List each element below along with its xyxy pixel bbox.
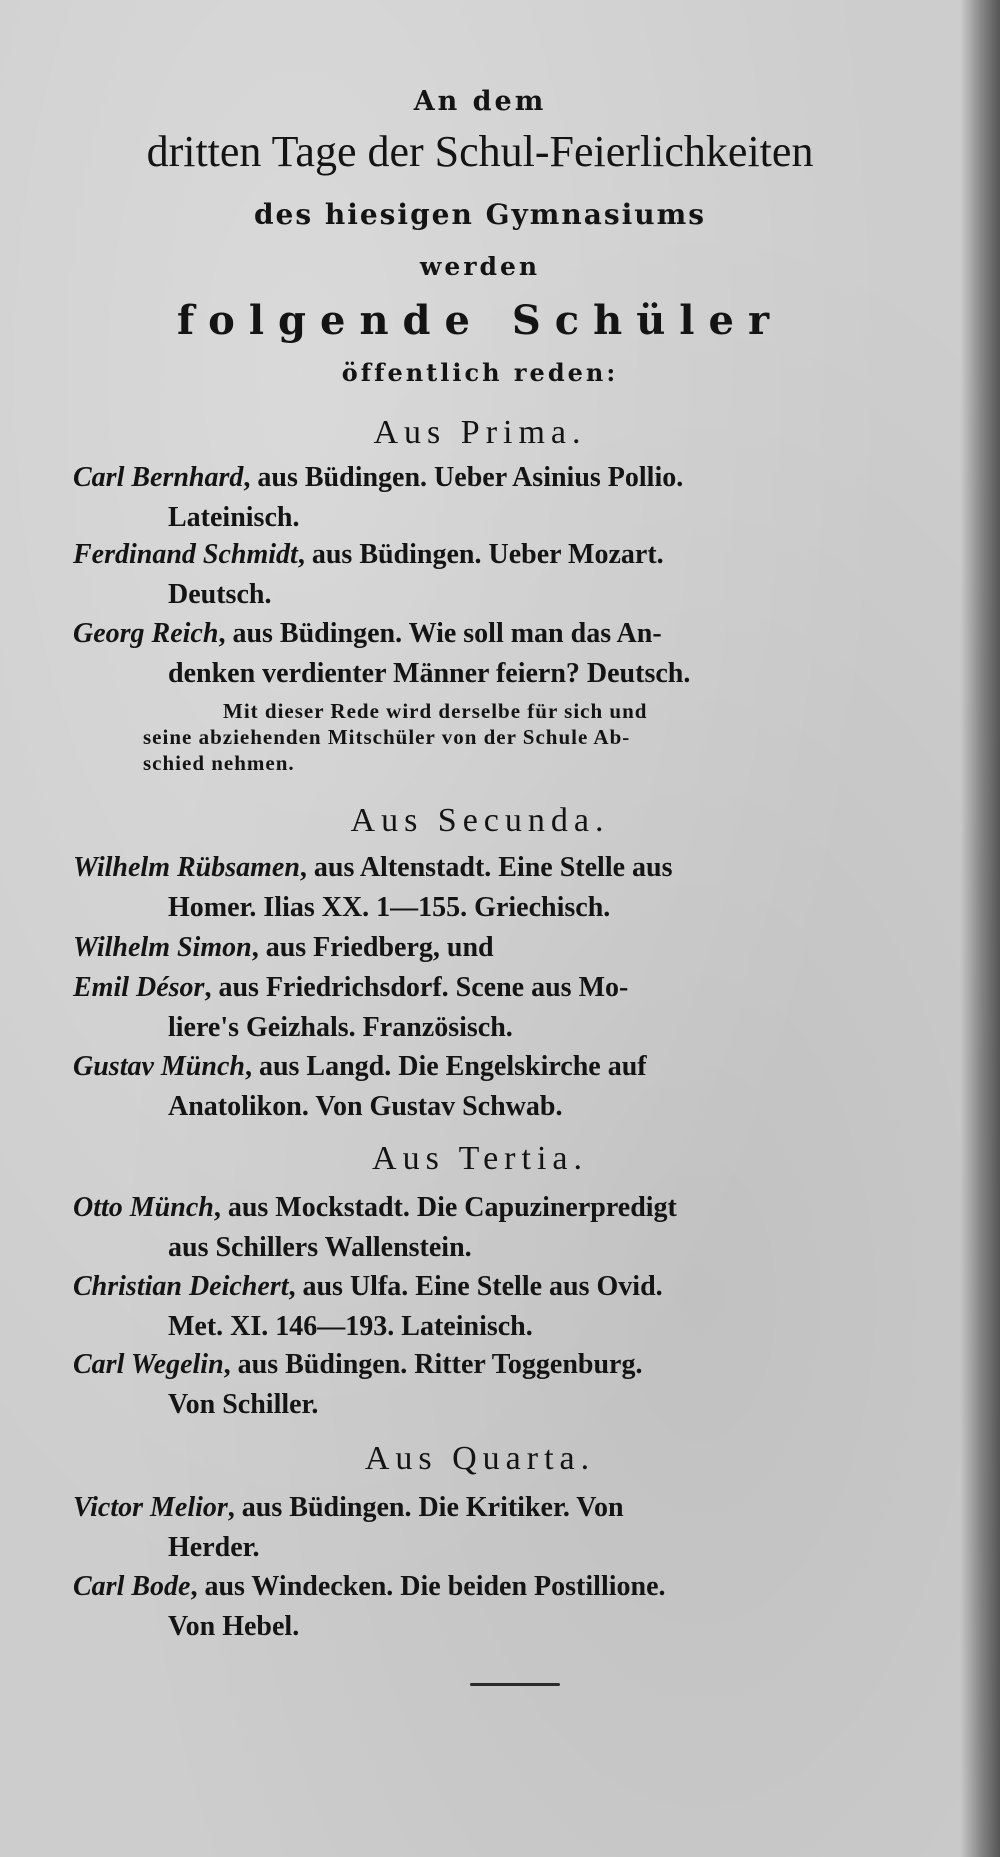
entry-text: , aus Ulfa. Eine Stelle aus Ovid. [288,1271,663,1302]
entry-text: liere's Geizhals. Französisch. [168,1012,513,1043]
section-title-quarta: Aus Quarta. [364,1440,596,1477]
entry-text: , aus Windecken. Die beiden Postillione. [190,1571,666,1602]
entry-text: Herder. [168,1532,260,1563]
speaker-name: Emil Désor [73,972,205,1003]
entry-emil-desor [73,968,968,1048]
entry-text: aus Schillers Wallenstein. [168,1232,472,1263]
speaker-name: Wilhelm Simon [73,932,252,963]
entry-text: Von Schiller. [168,1389,319,1420]
entry-ferdinand-schmidt [73,535,968,615]
entry-gustav-muench [73,1047,968,1127]
section-title-prima: Aus Prima. [373,414,587,451]
speaker-name: Gustav Münch [73,1051,245,1082]
speaker-name: Carl Wegelin [73,1349,224,1380]
entry-text: Deutsch. [168,579,272,610]
speaker-name: Wilhelm Rübsamen [73,852,300,883]
section-title-tertia: Aus Tertia. [372,1140,588,1177]
header-folgende-schueler: folgende Schüler [176,297,784,344]
entry-wilhelm-ruebsamen [73,848,968,928]
header-oeffentlich-reden: öffentlich reden: [341,358,619,387]
section-title-secunda: Aus Secunda. [350,802,610,839]
header-title: dritten Tage der Schul-Feierlichkeiten [146,127,814,176]
entry-text: Met. XI. 146—193. Lateinisch. [168,1311,533,1342]
entry-wilhelm-simon [73,928,968,968]
entry-georg-reich [73,614,968,694]
entry-text: , aus Büdingen. Die Kritiker. Von [227,1492,624,1523]
entry-text: , aus Büdingen. Wie soll man das An- [218,618,662,649]
entry-carl-bode [73,1567,968,1647]
entry-text: Homer. Ilias XX. 1—155. Griechisch. [168,892,611,923]
speaker-name: Carl Bode [73,1571,191,1602]
entry-text: , aus Friedrichsdorf. Scene aus Mo- [204,972,629,1003]
speaker-name: Carl Bernhard [73,462,244,493]
speaker-name: Georg Reich [73,618,219,649]
speaker-name: Otto Münch [73,1192,214,1223]
note-line: Mit dieser Rede wird derselbe für sich und [223,699,648,723]
entry-text: , aus Büdingen. Ueber Asinius Pollio. [243,462,684,493]
entry-text: , aus Langd. Die Engelskirche auf [244,1051,647,1082]
entry-text: , aus Friedberg, und [251,932,494,963]
entry-otto-muench [73,1188,968,1268]
speaker-name: Victor Melior [73,1492,228,1523]
entry-carl-wegelin [73,1345,968,1425]
header-werden: werden [419,252,541,281]
speaker-name: Christian Deichert [73,1271,289,1302]
entry-text: , aus Altenstadt. Eine Stelle aus [299,852,673,883]
entry-text: Von Hebel. [168,1611,300,1642]
entry-text: Anatolikon. Von Gustav Schwab. [168,1091,563,1122]
speaker-name: Ferdinand Schmidt [73,539,298,570]
note-farewell [143,698,968,776]
entry-text: Lateinisch. [168,502,300,533]
closing-rule [470,1683,560,1686]
entry-christian-deichert [73,1267,968,1347]
entry-text: , aus Mockstadt. Die Capuzinerpredigt [213,1192,677,1223]
entry-carl-bernhard [73,458,968,538]
note-line: seine abziehenden Mitschüler von der Schule Ab- [143,725,631,749]
header-an-dem: An dem [413,86,547,117]
page-edge-shadow [960,0,1000,1857]
entry-text: , aus Büdingen. Ueber Mozart. [297,539,664,570]
header-gymnasium: des hiesigen Gymnasiums [253,198,707,231]
entry-victor-melior [73,1488,968,1568]
entry-text: , aus Büdingen. Ritter Toggenburg. [223,1349,643,1380]
note-line: schied nehmen. [143,751,295,775]
entry-text: denken verdienter Männer feiern? Deutsch. [168,658,691,689]
